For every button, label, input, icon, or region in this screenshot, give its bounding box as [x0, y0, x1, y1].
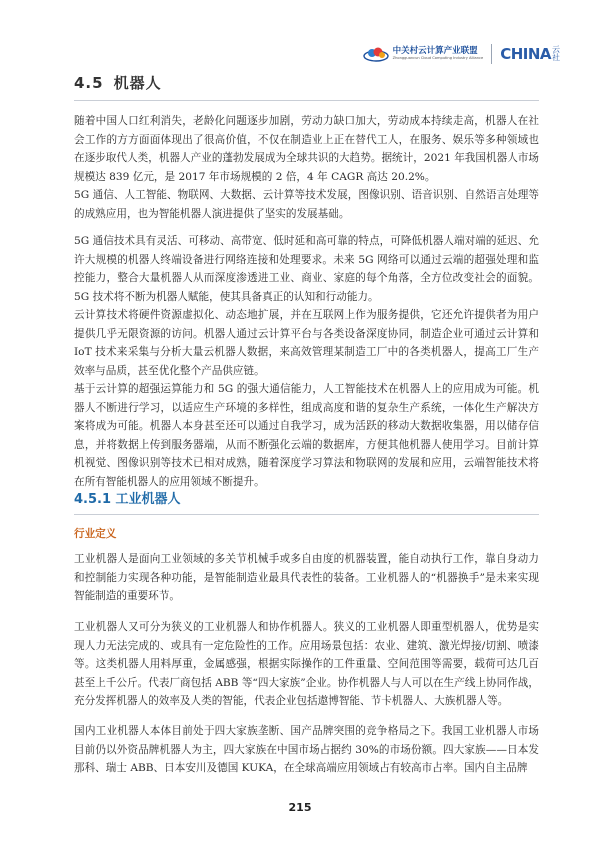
section-divider [74, 100, 539, 101]
china-logo [500, 45, 560, 63]
section-title-text: 机器人 [113, 74, 162, 92]
section-number: 4.5 [74, 74, 104, 92]
section-title [74, 72, 539, 93]
page-number: 215 [288, 801, 312, 814]
paragraph-5: 基于云计算的超强运算能力和 5G 的强大通信能力，人工智能技术在机器人上的应用成为可能。机器人不断进行学习，以适应生产环境的多样性，组成高度和谐的复杂生产系统，一体化生产解决方案将成为可能。机器人本身甚至还可以通过自我学习，成为活跃的移动大数据收集器，用以储存信息，并将数据上传到服务器端，从而不断强化云端的数据库，方便其他机器人使用学习。目前计算机视觉、图像识别等技术已相对成熟，随着深度学习算法和物联网的发展和应用，云端智能技术将在所有智能机器人的应用领域不断提升。 [74, 383, 539, 488]
sub-paragraph-1: 工业机器人是面向工业领域的多关节机械手或多自由度的机器装置，能自动执行工作，靠自身动力和控制能力实现各种功能，是智能制造业最具代表性的装备。工业机器人的“机器换手”是未来实现智能制造的重要环节。 [74, 553, 539, 603]
paragraph-1: 随着中国人口红利消失，老龄化问题逐步加剧，劳动力缺口加大，劳动成本持续走高，机器人在社会工作的方方面面体现出了很高价值，不仅在制造业上正在替代工人，在服务、娱乐等多种领域也在逐步取代人类，机器人产业的蓬勃发展成为全球共识的大趋势。据统计，2021 年我国机器人市场规模达 839 亿元，是 2017 年市场规模的 2 倍，4 年 CAGR 高达 20.2%。 [74, 115, 539, 183]
subsection-divider [74, 514, 539, 515]
sub-paragraph-3: 国内工业机器人本体目前处于四大家族垄断、国产品牌突围的竞争格局之下。我国工业机器人市场目前仍以外资品牌机器人为主，四大家族在中国市场占据约 30%的市场份额。四大家族——日本发那科、瑞士 ABB、日本安川及德国 KUKA，在全球高端应用领域占有较高市占率。国内自主品牌 [74, 725, 539, 775]
paragraph-2: 5G 通信、人工智能、物联网、大数据、云计算等技术发展，图像识别、语音识别、自然语言处理等的成熟应用，也为智能机器人演进提供了坚实的发展基础。 [74, 189, 539, 220]
cloud-logo-icon [363, 45, 389, 63]
china-logo-text: CHINA [500, 45, 551, 63]
sub-paragraph-2: 工业机器人又可分为狭义的工业机器人和协作机器人。狭义的工业机器人即重型机器人，优势是实现人力无法完成的、或具有一定危险性的工作。应用场景包括：农业、建筑、激光焊接/切割、喷漆等。这类机器人用料厚重，金属感强，根据实际操作的工件重量、空间范围等需要，载荷可达几百甚至上千公斤。代表厂商包括 ABB 等“四大家族”企业。协作机器人与人可以在生产线上协同作战，充分发挥机器人的效率及人类的智能，代表企业包括遨博智能、节卡机器人、大族机器人等。 [74, 621, 539, 708]
paragraph-4: 云计算技术将硬件资源虚拟化、动态地扩展，并在互联网上作为服务提供，它还允许提供者为用户提供几乎无限资源的访问。机器人通过云计算平台与各类设备深度协同，制造企业可通过云计算和 IoT 技术来采集与分析大量云机器人数据，来高效管理某制造工厂中的各类机器人，提高工厂生产效率与品质，甚至优化整个产品供应链。 [74, 309, 539, 377]
alliance-logo [363, 45, 484, 63]
china-logo-tail: 云社 [552, 45, 560, 62]
header-logos [363, 44, 560, 64]
subsection-title-text: 工业机器人 [115, 492, 181, 507]
subsection-title [74, 488, 181, 507]
alliance-name-cn: 中关村云计算产业联盟 [392, 46, 478, 57]
alliance-name-en: Zhongguancun Cloud Computing Industry Alliance [392, 55, 484, 60]
logo-separator [491, 44, 492, 64]
subsection-number: 4.5.1 [74, 492, 112, 507]
definition-label: 行业定义 [74, 528, 117, 540]
paragraph-3: 5G 通信技术具有灵活、可移动、高带宽、低时延和高可靠的特点，可降低机器人端对端的延迟、允许大规模的机器人终端设备进行网络连接和处理要求。未来 5G 网络可以通过云端的超强处理和监控能力，整合大量机器人从而深度渗透进工业、商业、家庭的每个角落，全方位改变社会的面貌。5G 技术将不断为机器人赋能，使其具备真正的认知和行动能力。 [74, 235, 539, 303]
